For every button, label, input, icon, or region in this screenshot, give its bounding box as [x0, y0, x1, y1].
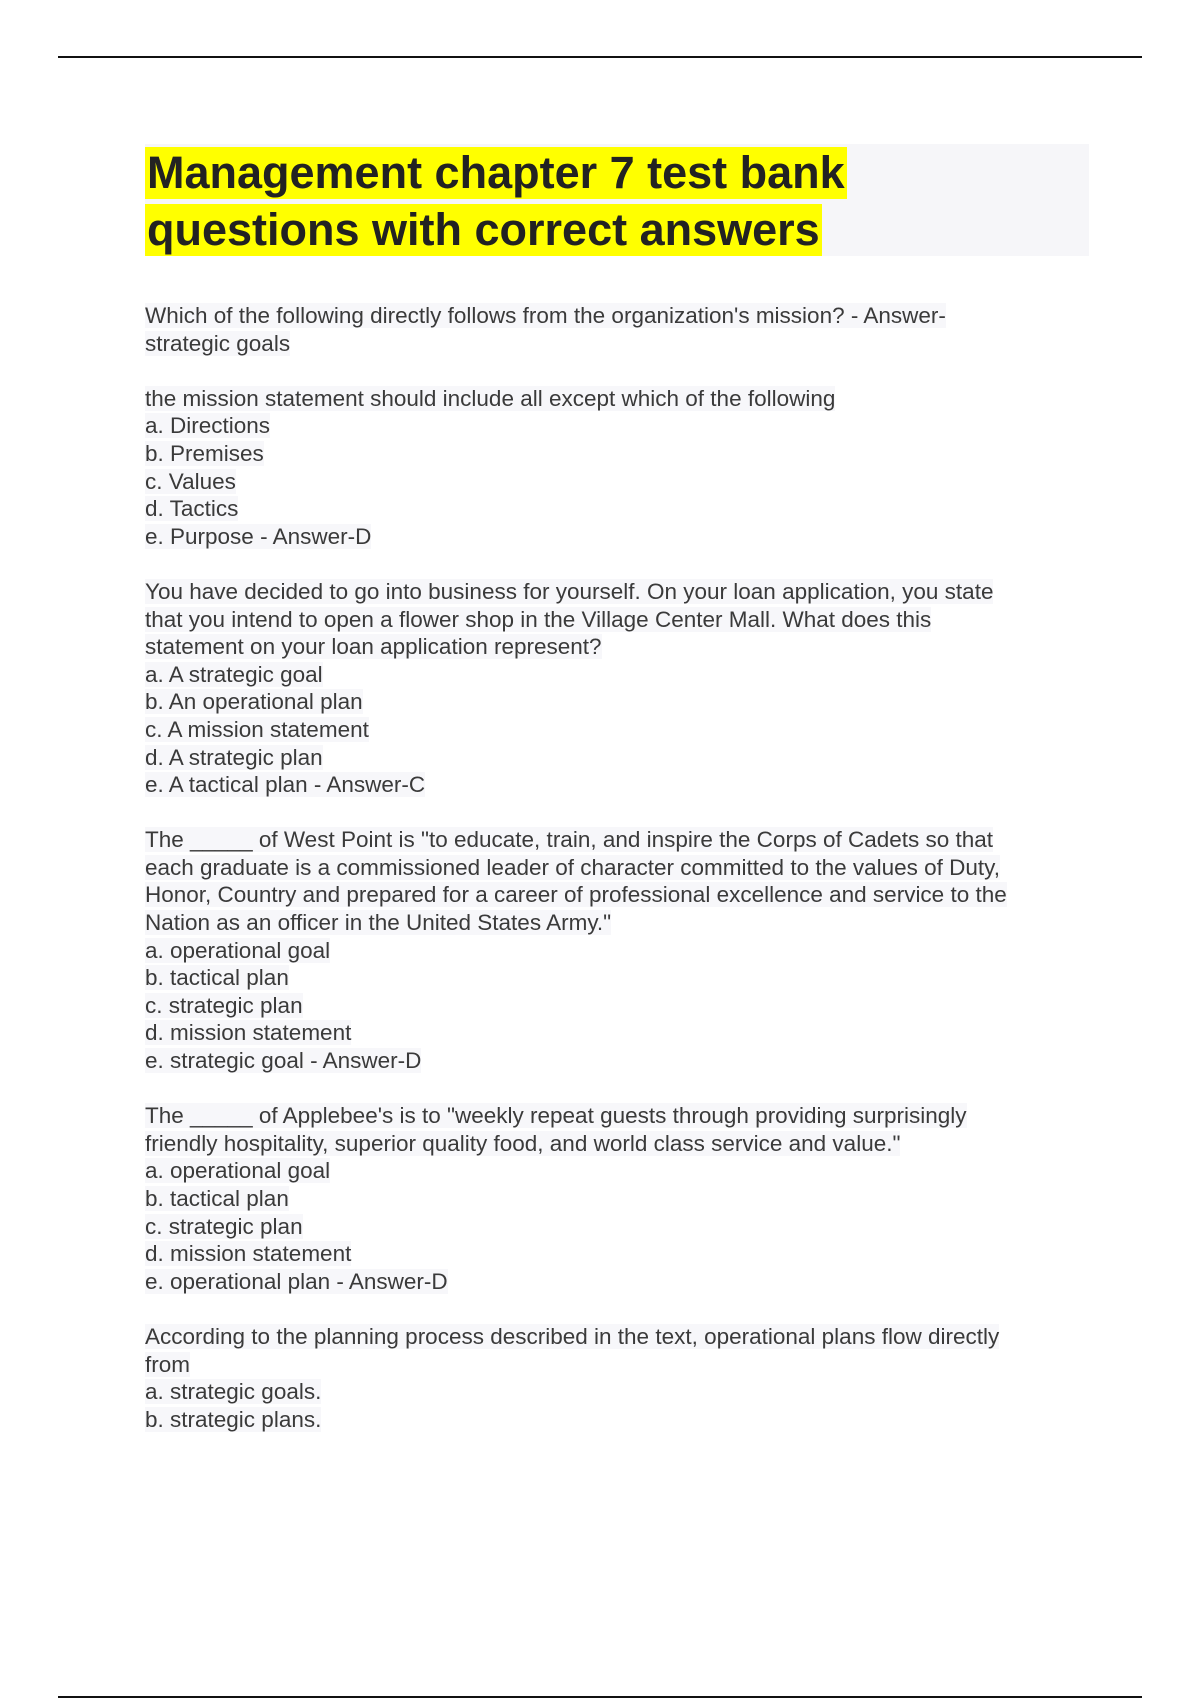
- question-2-option-e: e. Purpose - Answer-D: [145, 523, 372, 549]
- question-3-line-3: statement on your loan application represent?: [145, 634, 602, 660]
- question-6-line-1: According to the planning process described in the text, operational plans flow directly: [145, 1323, 1000, 1349]
- question-6-line-2: from: [145, 1351, 190, 1377]
- question-3: [145, 578, 1105, 799]
- question-2: [145, 385, 1105, 551]
- question-1-line-2: strategic goals: [145, 330, 291, 356]
- question-5-option-d: d. mission statement: [145, 1241, 352, 1267]
- question-4-line-3: Honor, Country and prepared for a career of professional excellence and service to the: [145, 882, 1007, 908]
- question-1-line-1: Which of the following directly follows from the organization's mission? - Answer-: [145, 303, 946, 328]
- question-1: [145, 302, 1105, 357]
- question-5-option-a: a. operational goal: [145, 1158, 331, 1184]
- question-4-line-4: Nation as an officer in the United States Army.": [145, 910, 612, 936]
- question-5-line-1: The _____ of Applebee's is to "weekly repeat guests through providing surprisingly: [145, 1103, 967, 1129]
- question-4-option-b: b. tactical plan: [145, 965, 289, 991]
- question-3-option-d: d. A strategic plan: [145, 744, 323, 770]
- question-2-option-c: c. Values: [145, 468, 236, 494]
- question-4-line-1: The _____ of West Point is "to educate, train, and inspire the Corps of Cadets so that: [145, 827, 994, 853]
- question-2-option-d: d. Tactics: [145, 496, 239, 522]
- question-5: [145, 1102, 1105, 1295]
- top-rule: [58, 56, 1142, 58]
- question-2-option-b: b. Premises: [145, 440, 264, 466]
- question-3-option-a: a. A strategic goal: [145, 661, 323, 687]
- question-6-option-a: a. strategic goals.: [145, 1379, 322, 1405]
- question-6: [145, 1323, 1105, 1433]
- question-6-option-b: b. strategic plans.: [145, 1406, 322, 1432]
- question-list: [145, 302, 1105, 1461]
- question-4-option-d: d. mission statement: [145, 1020, 352, 1046]
- question-4-option-a: a. operational goal: [145, 937, 331, 963]
- question-3-option-e: e. A tactical plan - Answer-C: [145, 772, 426, 798]
- question-4-option-c: c. strategic plan: [145, 992, 303, 1018]
- question-3-option-b: b. An operational plan: [145, 689, 363, 715]
- question-4: [145, 826, 1105, 1074]
- question-2-option-a: a. Directions: [145, 413, 271, 439]
- title-line-1: Management chapter 7 test bank: [147, 147, 845, 198]
- question-5-option-b: b. tactical plan: [145, 1186, 289, 1211]
- question-5-option-e: e. operational plan - Answer-D: [145, 1268, 448, 1294]
- question-5-line-2: friendly hospitality, superior quality food, and world class service and value.": [145, 1130, 901, 1156]
- title-block: [145, 144, 1089, 256]
- question-3-line-1: You have decided to go into business for yourself. On your loan application, you state: [145, 578, 994, 604]
- question-3-line-2: that you intend to open a flower shop in the Village Center Mall. What does this: [145, 606, 932, 632]
- question-4-line-2: each graduate is a commissioned leader of character committed to the values of Duty,: [145, 854, 1001, 880]
- document-title: [145, 144, 1089, 258]
- question-2-line-1: the mission statement should include all except which of the following: [145, 385, 836, 411]
- question-3-option-c: c. A mission statement: [145, 716, 369, 742]
- question-4-option-e: e. strategic goal - Answer-D: [145, 1048, 422, 1074]
- question-5-option-c: c. strategic plan: [145, 1213, 303, 1239]
- bottom-rule: [58, 1696, 1142, 1698]
- title-line-2: questions with correct answers: [147, 204, 820, 255]
